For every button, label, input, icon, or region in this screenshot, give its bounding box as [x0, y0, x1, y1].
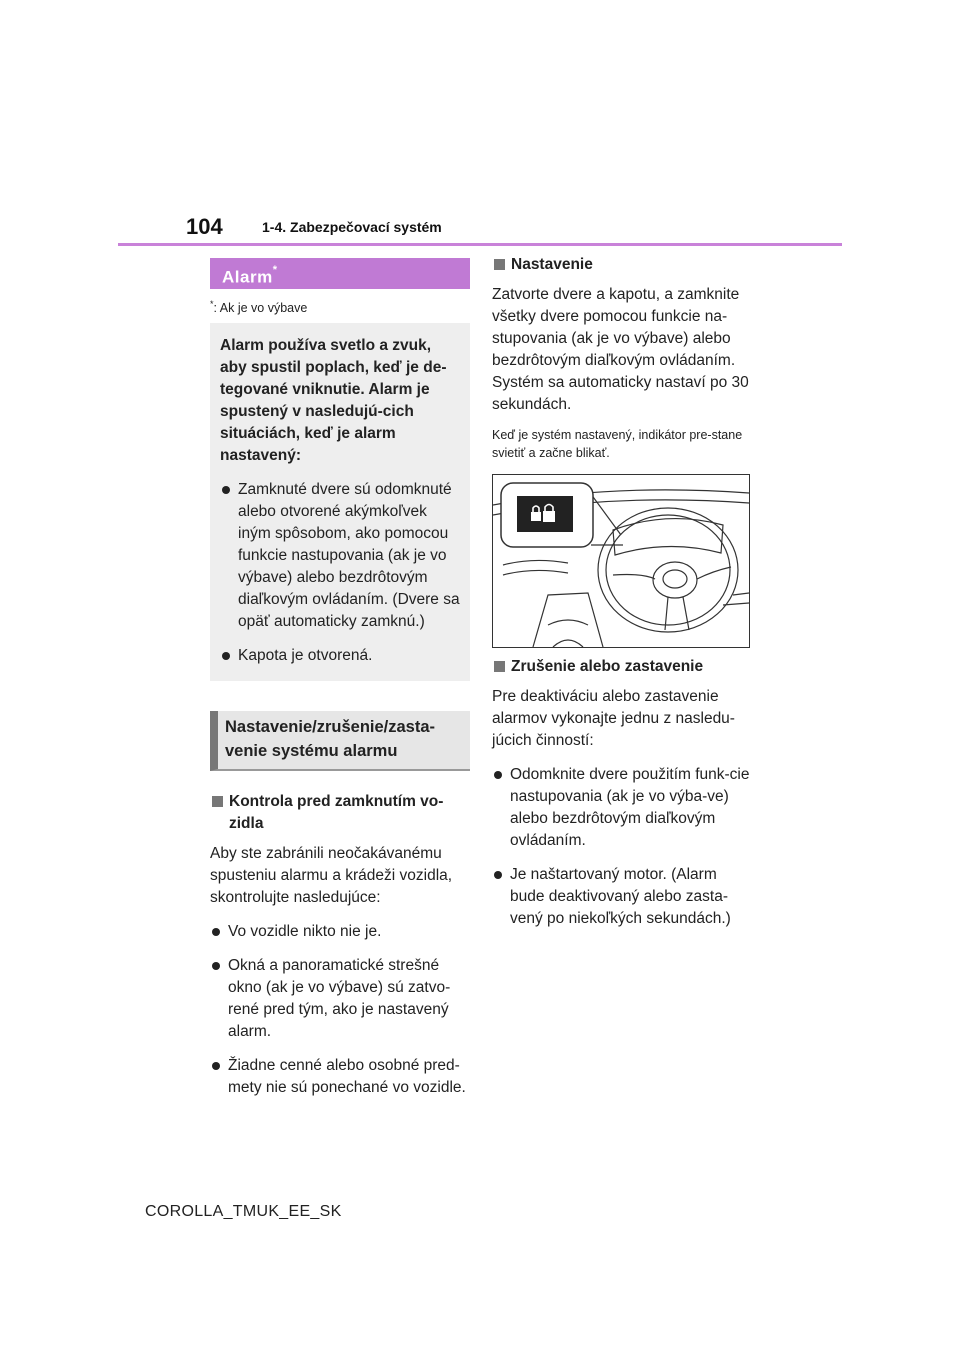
list-item: Vo vozidle nikto nie je. [210, 921, 470, 943]
header-rule [118, 243, 842, 246]
list-item: Zamknuté dvere sú odomknuté alebo otvorené akýmkoľvek iným spôsobom, ako pomocou funkcie nastupovania (ak je vo výbave) alebo bezdrôtovým diaľkovým ovládaním. (Dvere sa opäť automaticky zamknú.) [220, 479, 460, 633]
list-item: Je naštartovaný motor. (Alarm bude deaktivovaný alebo zasta-vený po niekoľkých sekundách.) [492, 864, 752, 930]
dashboard-illustration [492, 474, 750, 648]
footnote-text: : Ak je vo výbave [213, 301, 308, 316]
check-section [210, 791, 470, 1099]
section-title: 1-4. Zabezpečovací systém [262, 219, 442, 235]
set-note: Keď je systém nastavený, indikátor pre-stane svietiť a začne blikať. [492, 428, 743, 460]
list-item: Okná a panoramatické strešné okno (ak je vo výbave) sú zatvo-rené pred tým, ako je nastavený alarm. [210, 955, 470, 1043]
alarm-asterisk: * [272, 264, 278, 276]
set-text: Zatvorte dvere a kapotu, a zamknite všetky dvere pomocou funkcie na-stupovania (ak je vo výbave) alebo bezdrôtovým diaľkovým ovládaním. Systém sa automaticky nastaví po 30 sekundách. [492, 286, 749, 413]
page-number: 104 [186, 214, 223, 239]
cancel-text: Pre deaktiváciu alebo zastavenie alarmov vykonajte jednu z nasledu-júcich činností: [492, 688, 735, 749]
cancel-list [492, 764, 752, 930]
document-code: COROLLA_TMUK_EE_SK [145, 1203, 342, 1220]
check-list [210, 921, 470, 1099]
set-heading: Nastavenie [492, 254, 752, 276]
check-text: Aby ste zabránili neočakávanému spusteniu alarmu a krádeži vozidla, skontrolujte nasledujúce: [210, 845, 453, 906]
check-heading: Kontrola pred zamknutím vo-zidla [210, 791, 470, 835]
footnote-mark: * [210, 299, 214, 309]
dashboard-drawing [493, 475, 749, 647]
cancel-heading: Zrušenie alebo zastavenie [492, 656, 752, 678]
alarm-heading-text: Alarm [222, 267, 273, 287]
left-column [210, 258, 470, 1099]
list-item: Žiadne cenné alebo osobné pred-mety nie sú ponechané vo vozidle. [210, 1055, 470, 1099]
alarm-trigger-list [220, 479, 460, 667]
alarm-heading [210, 258, 470, 289]
alarm-intro: Alarm používa svetlo a zvuk, aby spustil poplach, keď je de-tegované vniknutie. Alarm je spustený v nasledujú-cich situáciách, keď je alarm nastavený: [220, 337, 447, 464]
availability-footnote [210, 299, 470, 319]
section-heading: Nastavenie/zrušenie/zasta-venie systému alarmu [210, 711, 470, 771]
list-item: Kapota je otvorená. [220, 645, 460, 667]
alarm-info-box [210, 323, 470, 681]
right-column [492, 254, 752, 930]
list-item: Odomknite dvere použitím funk-cie nastupovania (ak je vo výba-ve) alebo bezdrôtovým diaľkovým ovládaním. [492, 764, 752, 852]
